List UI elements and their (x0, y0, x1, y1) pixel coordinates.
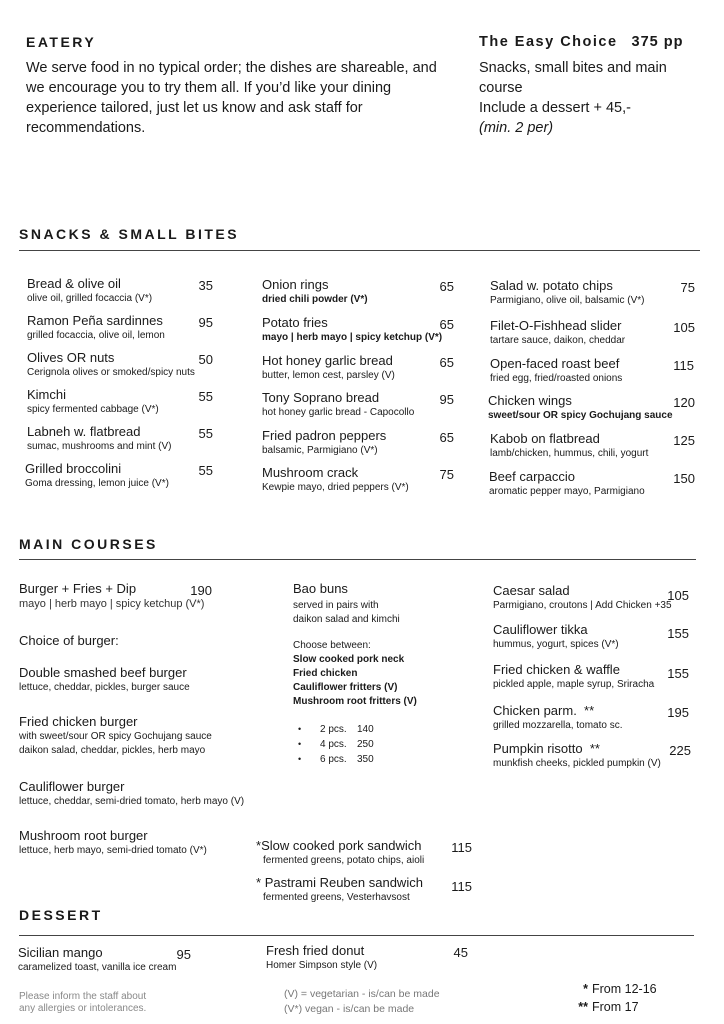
item-price: 115 (451, 879, 472, 894)
item-price: 105 (673, 320, 695, 335)
item-name: Salad w. potato chips (490, 278, 613, 293)
item-name: Grilled broccolini (25, 461, 122, 476)
easy-choice-price: 375 pp (631, 34, 684, 50)
item-price: 95 (198, 315, 213, 330)
item-price: 65 (439, 279, 454, 294)
item-price: 115 (451, 840, 472, 855)
item-name (256, 837, 472, 854)
menu-item (27, 275, 213, 306)
item-name: Bread & olive oil (27, 276, 121, 291)
item-price: 225 (669, 743, 691, 758)
item-name: Sicilian mango (18, 945, 103, 960)
bao-size-qty: 4 pcs. (320, 739, 347, 750)
menu-item (493, 661, 689, 692)
time-legend-text: From 17 (592, 1000, 639, 1014)
menu-item (493, 740, 691, 771)
item-description: fried egg, fried/roasted onions (490, 373, 623, 384)
item-description: fermented greens, Vesterhavsost (263, 892, 410, 903)
item-price: 55 (198, 426, 213, 441)
item-description: aromatic pepper mayo, Parmigiano (489, 486, 645, 497)
easy-choice-title: The Easy Choice (479, 34, 618, 50)
easy-choice-details (479, 58, 719, 138)
item-price: 95 (176, 947, 191, 962)
item-price: 45 (453, 945, 468, 960)
item-price: 150 (673, 471, 695, 486)
dessert-divider (19, 935, 694, 936)
item-price: 50 (198, 352, 213, 367)
burger-choice-label: Choice of burger: (19, 633, 119, 648)
item-price: 195 (667, 705, 689, 720)
item-description: daikon salad, cheddar, pickles, herb mayo (19, 745, 206, 756)
star-marker: ** (578, 1000, 588, 1014)
item-price: 155 (667, 626, 689, 641)
item-name: Beef carpaccio (489, 469, 575, 484)
menu-item (493, 621, 689, 652)
item-price: 65 (439, 430, 454, 445)
item-name-text: Slow cooked pork sandwich (261, 838, 422, 853)
intro-heading: EATERY (26, 34, 97, 50)
allergy-line: any allergies or intolerances. (19, 1003, 147, 1014)
menu-item (19, 580, 212, 611)
menu-item (488, 392, 695, 423)
bao-option: Slow cooked pork neck (293, 654, 405, 665)
easy-choice-line: course (479, 80, 523, 96)
item-name: Mushroom root burger (19, 828, 148, 843)
item-name: Cauliflower burger (19, 779, 125, 794)
item-description: grilled mozzarella, tomato sc. (493, 720, 623, 731)
item-price: 155 (667, 666, 689, 681)
item-name: Burger + Fries + Dip (19, 581, 137, 596)
item-description: sweet/sour OR spicy Gochujang sauce (488, 410, 673, 421)
item-name: Tony Soprano bread (262, 390, 380, 405)
item-description: with sweet/sour OR spicy Gochujang sauce (19, 731, 212, 742)
menu-item (490, 355, 694, 386)
snacks-section-title: SNACKS & SMALL BITES (19, 226, 240, 242)
bao-size-price: 250 (357, 739, 374, 750)
menu-item (262, 389, 454, 420)
menu-item (489, 468, 695, 499)
bao-option: Mushroom root fritters (V) (293, 696, 417, 707)
burger-option (19, 713, 212, 758)
item-description: Parmigiano, croutons | Add Chicken +35 (493, 600, 672, 611)
item-description: balsamic, Parmigiano (V*) (262, 445, 378, 456)
item-name: Cauliflower tikka (493, 622, 588, 637)
item-price: 95 (439, 392, 454, 407)
item-name: Chicken wings (488, 393, 572, 408)
item-description: tartare sauce, daikon, cheddar (490, 335, 626, 346)
item-name: Filet-O-Fishhead slider (490, 318, 622, 333)
item-name: Olives OR nuts (27, 350, 115, 365)
bao-size-qty: 6 pcs. (320, 754, 347, 765)
time-legend-row (566, 980, 657, 998)
vegan-note: (V*) vegan - is/can be made (284, 1003, 415, 1015)
item-description: lettuce, herb mayo, semi-dried tomato (V*) (19, 845, 207, 856)
item-description: dried chili powder (V*) (262, 294, 368, 305)
easy-choice-heading (479, 34, 683, 50)
item-name: Fresh fried donut (266, 943, 365, 958)
item-name: Hot honey garlic bread (262, 353, 393, 368)
item-name: Kimchi (27, 387, 67, 402)
item-name: Fried chicken burger (19, 714, 138, 729)
item-name: Kabob on flatbread (490, 431, 600, 446)
menu-item (27, 386, 213, 417)
star-marker: * (583, 982, 588, 996)
bao-size-list (298, 722, 417, 767)
bao-size (298, 737, 417, 752)
item-description: hummus, yogurt, spices (V*) (493, 639, 619, 650)
item-description: olive oil, grilled focaccia (V*) (27, 293, 153, 304)
item-name-text: Pastrami Reuben sandwich (264, 875, 423, 890)
item-price: 115 (673, 358, 694, 373)
item-description: mayo | herb mayo | spicy ketchup (V*) (262, 332, 443, 343)
mains-divider (19, 559, 696, 560)
menu-item (27, 423, 213, 454)
item-name: Fried padron peppers (262, 428, 387, 443)
item-description: Parmigiano, olive oil, balsamic (V*) (490, 295, 645, 306)
item-name (256, 874, 472, 891)
item-description: pickled apple, maple syrup, Sriracha (493, 679, 655, 690)
item-price: 65 (439, 355, 454, 370)
item-name: Onion rings (262, 277, 329, 292)
dessert-section-title: DESSERT (19, 907, 103, 923)
snacks-divider (19, 250, 700, 251)
item-name: Ramon Peña sardinnes (27, 313, 163, 328)
item-description: lettuce, cheddar, pickles, burger sauce (19, 682, 190, 693)
item-price: 55 (198, 463, 213, 478)
item-description: butter, lemon cest, parsley (V) (262, 370, 395, 381)
item-description: Cerignola olives or smoked/spicy nuts (27, 367, 195, 378)
item-description: Goma dressing, lemon juice (V*) (25, 478, 169, 489)
menu-item (262, 464, 454, 495)
item-price: 190 (190, 583, 212, 598)
item-description: grilled focaccia, olive oil, lemon (27, 330, 165, 341)
item-price: 65 (439, 317, 454, 332)
menu-item (256, 837, 472, 868)
item-name: Caesar salad (493, 583, 570, 598)
easy-choice-minimum: (min. 2 per) (479, 120, 554, 136)
item-name: Open-faced roast beef (490, 356, 620, 371)
bao-size (298, 752, 417, 767)
menu-item (25, 460, 213, 491)
easy-choice-line: Include a dessert + 45,- (479, 100, 631, 116)
item-name: Bao buns (293, 581, 348, 596)
allergy-line: Please inform the staff about (19, 991, 147, 1002)
menu-item (493, 702, 689, 733)
mains-section-title: MAIN COURSES (19, 536, 158, 552)
time-legend (566, 980, 657, 1016)
menu-item (490, 277, 695, 308)
item-description: daikon salad and kimchi (293, 614, 400, 625)
menu-item (256, 874, 472, 905)
burger-option (19, 664, 190, 695)
item-name: Pumpkin risotto ** (493, 741, 600, 756)
menu-item (27, 349, 213, 380)
item-description: hot honey garlic bread - Capocollo (262, 407, 415, 418)
item-description: served in pairs with (293, 600, 379, 611)
allergy-notice (19, 991, 146, 1015)
menu-item (18, 944, 191, 975)
bao-size (298, 722, 417, 737)
item-description: caramelized toast, vanilla ice cream (18, 962, 177, 973)
bao-option: Fried chicken (293, 668, 358, 679)
intro-text: We serve food in no typical order; the dishes are shareable, and we encourage you to try them all. If you’d like your dining experience tailored, just let us know and ask staff for recommendations. (26, 60, 437, 136)
item-price: 35 (198, 278, 213, 293)
time-legend-row (566, 998, 657, 1016)
menu-item (490, 430, 695, 461)
item-description: munkfish cheeks, pickled pumpkin (V) (493, 758, 661, 769)
bao-size-price: 350 (357, 754, 374, 765)
item-price: 55 (198, 389, 213, 404)
item-name: Double smashed beef burger (19, 665, 187, 680)
burger-option (19, 827, 207, 858)
item-name: Labneh w. flatbread (27, 424, 141, 439)
item-price: 105 (667, 588, 689, 603)
easy-choice-line: Snacks, small bites and main (479, 60, 667, 76)
menu-item (493, 582, 689, 613)
time-marker: * (256, 838, 262, 853)
bao-choose-label: Choose between: (293, 640, 371, 651)
menu-item (262, 427, 454, 458)
item-name: Mushroom crack (262, 465, 359, 480)
item-description: lettuce, cheddar, semi-dried tomato, herb mayo (V) (19, 796, 245, 807)
item-description: mayo | herb mayo | spicy ketchup (V*) (19, 598, 205, 610)
menu-item (27, 312, 213, 343)
burger-option (19, 778, 244, 809)
item-price: 120 (673, 395, 695, 410)
bao-option: Cauliflower fritters (V) (293, 682, 398, 693)
item-description: fermented greens, potato chips, aioli (263, 855, 425, 866)
bao-size-qty: 2 pcs. (320, 724, 347, 735)
menu-item (266, 942, 468, 973)
menu-item (262, 352, 454, 383)
item-name: Potato fries (262, 315, 328, 330)
menu-item (262, 276, 454, 307)
item-price: 125 (673, 433, 695, 448)
time-marker: * (256, 875, 262, 890)
item-description: spicy fermented cabbage (V*) (27, 404, 159, 415)
item-description: Kewpie mayo, dried peppers (V*) (262, 482, 409, 493)
bao-size-price: 140 (357, 724, 374, 735)
item-description: Homer Simpson style (V) (266, 960, 378, 971)
item-price: 75 (439, 467, 454, 482)
item-name: Fried chicken & waffle (493, 662, 620, 677)
bao-buns-block (293, 580, 417, 767)
item-description: lamb/chicken, hummus, chili, yogurt (490, 448, 649, 459)
time-legend-text: From 12-16 (592, 982, 657, 996)
menu-item (262, 314, 454, 345)
item-price: 75 (680, 280, 695, 295)
item-name: Chicken parm. ** (493, 703, 595, 718)
item-description: sumac, mushrooms and mint (V) (27, 441, 172, 452)
menu-item (490, 317, 695, 348)
vegetarian-note: (V) = vegetarian - is/can be made (284, 988, 440, 1000)
dietary-legend (284, 987, 440, 1017)
